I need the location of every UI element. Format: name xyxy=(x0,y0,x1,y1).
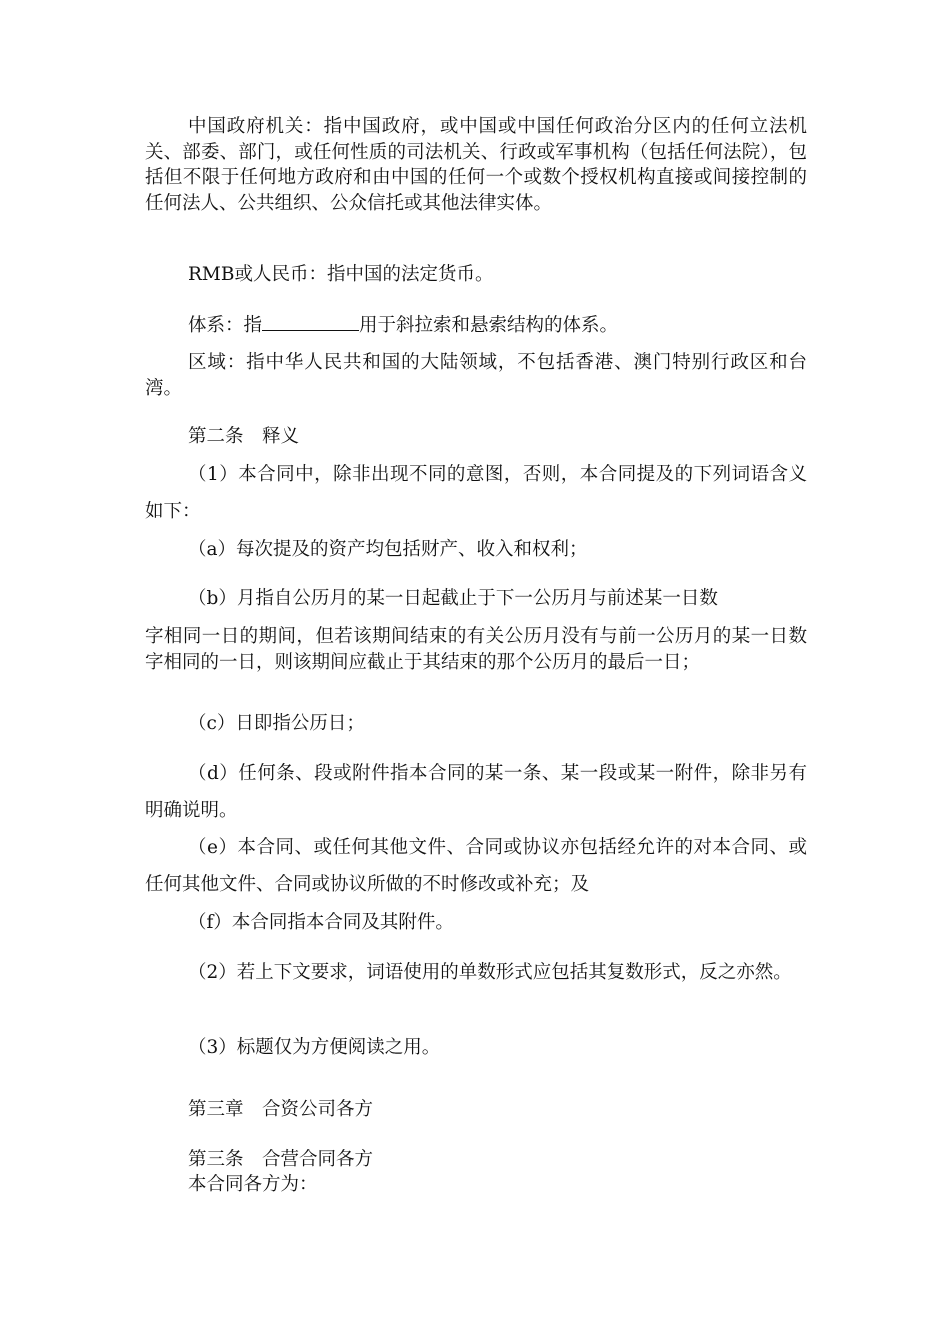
interpretation-clause-3: （3）标题仅为方便阅读之用。 xyxy=(188,1037,441,1058)
definition-government-authority: 中国政府机关：指中国政府，或中国或中国任何政治分区内的任何立法机关、部委、部门，或任何性质的司法机关、行政或军事机构（包括任何法院），包括但不限于任何地方政府和由中国的任何一个或数个授权机构直接或间接控制的任何法人、公共组织、公众信托或其他法律实体。 xyxy=(145,116,807,214)
definition-system xyxy=(145,312,807,339)
article-2-heading: 第二条 释义 xyxy=(188,426,300,447)
chapter-3-heading: 第三章 合资公司各方 xyxy=(188,1099,374,1120)
definition-system-suffix: 用于斜拉索和悬索结构的体系。 xyxy=(359,315,619,336)
interpretation-item-a: （a）每次提及的资产均包括财产、收入和权利； xyxy=(188,539,588,560)
definition-territory: 区域：指中华人民共和国的大陆领域，不包括香港、澳门特别行政区和台湾。 xyxy=(145,352,807,399)
interpretation-clause-1: （1）本合同中，除非出现不同的意图，否则，本合同提及的下列词语含义如下： xyxy=(145,464,807,522)
parties-intro: 本合同各方为： xyxy=(188,1174,318,1195)
fill-in-blank xyxy=(262,312,359,331)
interpretation-item-e: （e）本合同、或任何其他文件、合同或协议亦包括经允许的对本合同、或任何其他文件、合同或协议所做的不时修改或补充；及 xyxy=(145,837,807,895)
interpretation-item-b-line1: （b）月指自公历月的某一日起截止于下一公历月与前述某一日数 xyxy=(188,588,718,609)
article-3-heading: 第三条 合营合同各方 xyxy=(188,1149,374,1170)
interpretation-item-b-continued: 字相同一日的期间，但若该期间结束的有关公历月没有与前一公历月的某一日数字相同的一日，则该期间应截止于其结束的那个公历月的最后一日； xyxy=(145,626,807,673)
interpretation-item-c: （c）日即指公历日； xyxy=(188,713,365,734)
interpretation-clause-2: （2）若上下文要求，词语使用的单数形式应包括其复数形式，反之亦然。 xyxy=(188,962,792,983)
interpretation-item-f: （f）本合同指本合同及其附件。 xyxy=(188,912,454,933)
definition-system-prefix: 体系：指 xyxy=(188,315,263,336)
interpretation-item-d: （d）任何条、段或附件指本合同的某一条、某一段或某一附件，除非另有明确说明。 xyxy=(145,763,807,821)
definition-rmb: RMB或人民币：指中国的法定货币。 xyxy=(188,264,494,285)
